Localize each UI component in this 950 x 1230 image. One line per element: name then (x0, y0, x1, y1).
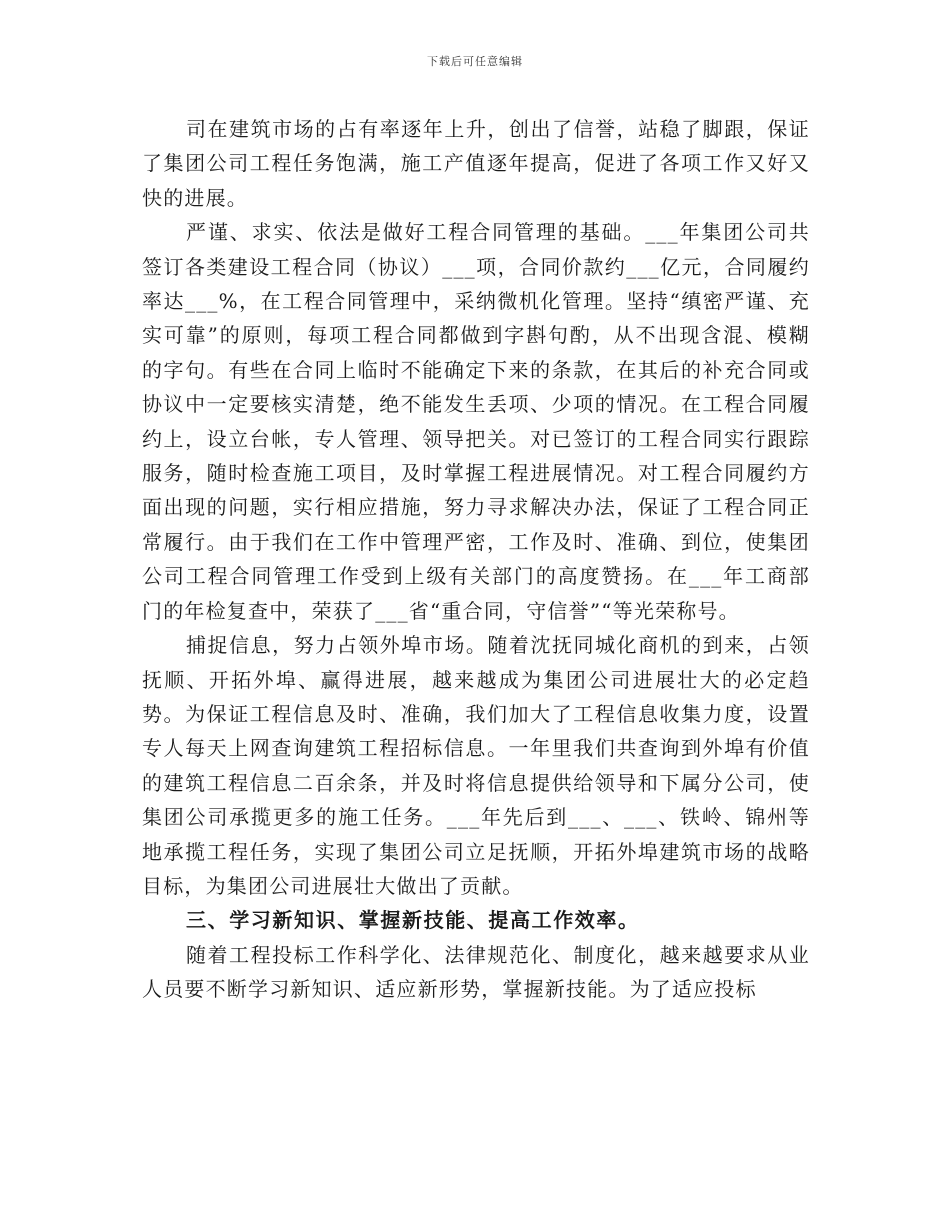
document-body (142, 112, 810, 1007)
paragraph-learning: 随着工程投标工作科学化、法律规范化、制度化，越来越要求从业人员要不断学习新知识、适应新形势，掌握新技能。为了适应投标 (142, 942, 810, 1002)
paragraph-market-share: 司在建筑市场的占有率逐年上升，创出了信誉，站稳了脚跟，保证了集团公司工程任务饱满，施工产值逐年提高，促进了各项工作又好又快的进展。 (142, 117, 810, 210)
section-heading-3: 三、学习新知识、掌握新技能、提高工作效率。 (186, 908, 640, 933)
paragraph-external-market: 捕捉信息，努力占领外埠市场。随着沈抚同城化商机的到来，占领抚顺、开拓外埠、赢得进展，越来越成为集团公司进展壮大的必定趋势。为保证工程信息及时、准确，我们加大了工程信息收集力度，设置专人每天上网查询建筑工程招标信息。一年里我们共查询到外埠有价值的建筑工程信息二百余条，并及时将信息提供给领导和下属分公司，使集团公司承揽更多的施工任务。___年先后到___、___、铁岭、锦州等地承揽工程任务，实现了集团公司立足抚顺，开拓外埠建筑市场的战略目标，为集团公司进展壮大做出了贡献。 (142, 633, 810, 898)
header-note: 下载后可任意编辑 (427, 55, 523, 68)
paragraph-contract-management: 严谨、求实、依法是做好工程合同管理的基础。___年集团公司共签订各类建设工程合同（协议）___项，合同价款约___亿元，合同履约率达___%，在工程合同管理中，采纳微机化管理。坚持“缜密严谨、充实可靠”的原则，每项工程合同都做到字斟句酌，从不出现含混、模糊的字句。有些在合同上临时不能确定下来的条款，在其后的补充合同或协议中一定要核实清楚，绝不能发生丢项、少项的情况。在工程合同履约上，设立台帐，专人管理、领导把关。对已签订的工程合同实行跟踪服务，随时检查施工项目，及时掌握工程进展情况。对工程合同履约方面出现的问题，实行相应措施，努力寻求解决办法，保证了工程合同正常履行。由于我们在工作中管理严密，工作及时、准确、到位，使集团公司工程合同管理工作受到上级有关部门的高度赞扬。在___年工商部门的年检复查中，荣获了___省“重合同，守信誉”“等光荣称号。 (142, 220, 810, 623)
